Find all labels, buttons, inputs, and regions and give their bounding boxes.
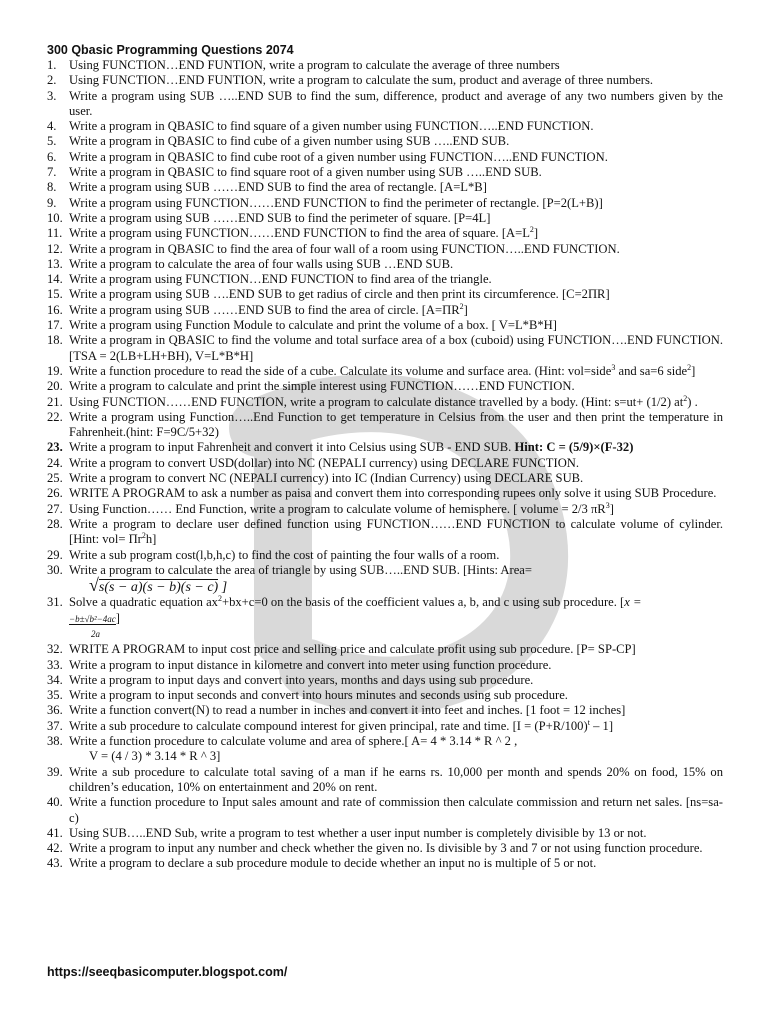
question-text: Write a program to input distance in kilometre and convert into meter using function procedure. [69,657,552,672]
question-text: Write a sub procedure to calculate total saving of a man if he earns rs. 10,000 per month and spends 20% on food, 15% on children’s education, 10% on entertainment and 20% on rent. [69,764,723,794]
question-text: Solve a quadratic equation ax [69,595,218,610]
question-item [47,73,723,88]
question-text: Write a program using SUB ……END SUB to find the area of circle. [A=ΠR [69,302,460,317]
superscript: 2 [217,594,222,604]
question-text: WRITE A PROGRAM to input cost price and selling price and calculate profit using sub procedure. [P= SP-CP] [69,642,636,657]
question-item [47,517,723,548]
question-number: 7. [47,165,57,180]
question-text: Write a program using FUNCTION……END FUNCTION to find the perimeter of rectangle. [P=2(L+B)] [69,195,603,210]
question-number: 25. [47,471,63,486]
hint-formula: Hint: C = (5/9)×(F-32) [514,440,634,455]
question-item [47,658,723,673]
question-text: Write a program to input seconds and convert into hours minutes and seconds using sub procedure. [69,688,568,703]
question-text: Write a program in QBASIC to find square of a given number using FUNCTION…..END FUNCTION. [69,119,594,134]
formula-numerator: −b±√b²−4ac [69,613,116,624]
question-text: Write a program in QBASIC to find cube root of a given number using FUNCTION…..END FUNCTION. [69,149,608,164]
question-number: 30. [47,562,63,577]
question-number: 42. [47,841,63,856]
question-list [47,58,723,872]
question-item [47,150,723,165]
question-text: Write a program using FUNCTION…END FUNCTION to find area of the triangle. [69,272,492,287]
question-text: Write a program using SUB …..END SUB to find the sum, difference, product and average of any two numbers given by the user. [69,88,723,118]
question-number: 1. [47,58,57,72]
question-number: 35. [47,688,63,703]
question-number: 29. [47,547,63,562]
question-text: Write a program to input any number and check whether the given no. Is divisible by 3 and 7 or not using function procedure. [69,841,703,856]
question-number: 33. [47,657,63,672]
question-number: 40. [47,795,63,810]
question-text: Write a program to declare user defined function using FUNCTION……END FUNCTION to calculate volume of cylinder. [Hint: vol= Πr [69,516,723,547]
formula-close: ] [218,580,228,596]
question-item [47,548,723,563]
superscript: 3 [611,362,616,372]
question-text: WRITE A PROGRAM to ask a number as paisa and convert them into corresponding rupees only solve it using SUB Procedure. [69,486,717,501]
formula-denominator: 2a [91,628,100,639]
question-text: Using FUNCTION…END FUNTION, write a program to calculate the sum, product and average of three numbers. [69,73,654,88]
question-number: 34. [47,672,63,687]
question-text: Write a function procedure to Input sales amount and rate of commission then calculate commission and return net sales. [ns=sa-c) [69,795,723,825]
question-item [47,826,723,841]
question-text: Write a program using Function…..End Function to get temperature in Celsius from the user and then print the temperature in Fahrenheit.(hint: F=9C/5+32) [69,409,723,440]
question-text: Write a program using Function Module to calculate and print the volume of a box. [ V=L*B*H] [69,318,557,333]
question-number: 31. [47,595,63,610]
question-item [47,688,723,703]
document-body [47,42,723,872]
question-number: 10. [47,210,63,225]
heron-formula [69,575,723,596]
question-number: 19. [47,363,63,378]
question-text-tail: ] [609,501,614,516]
superscript: 3 [605,500,610,510]
question-item [47,765,723,796]
question-number: 14. [47,272,63,287]
question-number: 9. [47,195,57,210]
question-number: 12. [47,241,63,256]
question-item [47,456,723,471]
footer-url[interactable]: https://seeqbasicomputer.blogspot.com/ [47,965,288,979]
question-item [47,379,723,394]
question-text: Write a program to calculate the area of triangle by using SUB…..END SUB. [Hints: Area= [69,562,532,577]
question-text: Using SUB…..END Sub, write a program to test whether a user input number is completely divisible by 13 or not. [69,825,647,840]
question-item [47,719,723,734]
question-item [47,242,723,257]
question-item [47,410,723,441]
question-item [47,257,723,272]
question-number: 22. [47,409,63,424]
question-item [47,471,723,486]
question-number: 27. [47,501,63,516]
question-item [47,333,723,364]
question-text: Write a program to calculate and print the simple interest using FUNCTION……END FUNCTION. [69,379,575,394]
question-number: 8. [47,180,57,195]
superscript: t [587,717,590,727]
question-item [47,364,723,379]
question-item [47,486,723,501]
question-text: Write a function convert(N) to read a number in inches and convert it into feet and inches. [1 foot = 12 inches] [69,703,626,718]
question-item [47,272,723,287]
question-text: Write a program to convert NC (NEPALI currency) into IC (Indian Currency) using DECLARE SUB. [69,471,584,486]
question-number: 36. [47,703,63,718]
question-text: Write a program in QBASIC to find cube of a given number using SUB …..END SUB. [69,134,510,149]
question-number: 37. [47,718,63,733]
question-text-tail: and sa=6 side [615,363,688,378]
question-number: 11. [47,226,63,241]
superscript: 2 [683,393,688,403]
question-item [47,502,723,517]
question-text: Write a program to input Fahrenheit and convert it into Celsius using SUB - END SUB. [69,440,512,455]
question-text-tail: – 1] [589,718,614,733]
question-text: Write a function procedure to calculate volume and area of sphere.[ A= 4 * 3.14 * R ^ 2 , [69,734,518,749]
question-item [47,703,723,718]
question-text: Write a program to input days and convert into years, months and days using sub procedure. [69,672,534,687]
question-number: 3. [47,88,57,103]
question-text: Write a program in QBASIC to find square root of a given number using SUB …..END SUB. [69,165,542,180]
question-item [47,134,723,149]
question-number: 32. [47,642,63,657]
formula-expression: s(s − a)(s − b)(s − c) [98,580,219,596]
question-item [47,841,723,856]
question-text: Write a program to calculate the area of four walls using SUB …END SUB. [69,256,454,271]
question-text: Write a program to convert USD(dollar) into NC (NEPALI currency) using DECLARE FUNCTION. [69,455,580,470]
question-text: Using FUNCTION…END FUNTION, write a program to calculate the average of three numbers [69,58,560,72]
question-item [47,89,723,120]
superscript: 2 [141,531,146,541]
question-number: 2. [47,73,57,88]
question-text: Write a program in QBASIC to find the volume and total surface area of a box (cuboid) using FUNCTION….END FUNCTION. [TSA = 2(LB+LH+BH), V=L*B*H] [69,333,723,363]
question-text: Write a program to declare a sub procedure module to decide whether an input no is multiple of 5 or not. [69,856,597,871]
question-text: Write a program using SUB ….END SUB to get radius of circle and then print its circumference. [C=2ΠR] [69,287,610,302]
question-number: 23. [47,440,63,455]
question-text: Write a function procedure to read the side of a cube. Calculate its volume and surface area. (Hint: vol=side [69,363,612,378]
question-item [47,226,723,241]
question-item [47,303,723,318]
question-number: 41. [47,825,63,840]
question-text-tail: +bx+c=0 on the basis of the coefficient values a, b, and c using sub procedure. [ [221,595,625,610]
question-number: 18. [47,333,63,348]
superscript: 2 [687,362,692,372]
question-number: 13. [47,256,63,271]
question-text-tail: ) . [687,394,698,409]
question-item [47,563,723,596]
question-number: 43. [47,856,63,871]
question-item [47,180,723,195]
question-number: 39. [47,764,63,779]
question-text-tail: h] [145,532,157,547]
question-text: Write a program using SUB ……END SUB to find the area of rectangle. [A=L*B] [69,180,487,195]
formula-x: x = [624,595,642,610]
question-item [47,318,723,333]
question-item [47,119,723,134]
question-number: 5. [47,134,57,149]
question-item [47,58,723,73]
volume-formula: V = (4 / 3) * 3.14 * R ^ 3] [89,749,221,764]
question-item [47,642,723,657]
superscript: 2 [529,225,534,235]
question-text: Using Function…… End Function, write a program to calculate volume of hemisphere. [ volume = 2/3 πR [69,501,606,516]
question-number: 24. [47,455,63,470]
question-number: 4. [47,119,57,134]
question-item [47,440,723,455]
question-number: 26. [47,486,63,501]
question-item [47,595,723,642]
question-item [47,165,723,180]
formula-close: ] [115,610,120,625]
question-item [47,196,723,211]
document-title: 300 Qbasic Programming Questions 2074 [47,43,294,57]
question-item [47,734,723,765]
question-text: Using FUNCTION……END FUNCTION, write a program to calculate distance travelled by a body. (Hint: s=ut+ (1/2) at [69,394,684,409]
question-text-tail: ] [533,226,539,241]
question-text: Write a program using SUB ……END SUB to find the perimeter of square. [P=4L] [69,210,491,225]
superscript: 2 [459,301,464,311]
sqrt-symbol: √ [89,575,99,596]
question-text: Write a sub program cost(l,b,h,c) to find the cost of painting the four walls of a room. [69,547,500,562]
question-number: 38. [47,734,63,749]
question-number: 16. [47,302,63,317]
question-item [47,211,723,226]
question-number: 15. [47,287,63,302]
question-text: Write a program in QBASIC to find the area of four wall of a room using FUNCTION…..END FUNCTION. [69,241,620,256]
question-text-tail: ] [691,363,696,378]
question-text: Write a sub procedure to calculate compound interest for given principal, rate and time. [I = (P+R/100) [69,718,588,733]
question-number: 28. [47,516,63,531]
question-item [47,856,723,871]
question-item [47,395,723,410]
question-number: 21. [47,394,63,409]
question-number: 17. [47,318,63,333]
question-item [47,795,723,826]
quadratic-formula [69,611,723,643]
question-text-tail: ] [463,302,468,317]
question-number: 6. [47,149,57,164]
question-text: Write a program using FUNCTION……END FUNCTION to find the area of square. [A=L [69,226,530,241]
question-item [47,287,723,302]
question-number: 20. [47,379,63,394]
question-item [47,673,723,688]
